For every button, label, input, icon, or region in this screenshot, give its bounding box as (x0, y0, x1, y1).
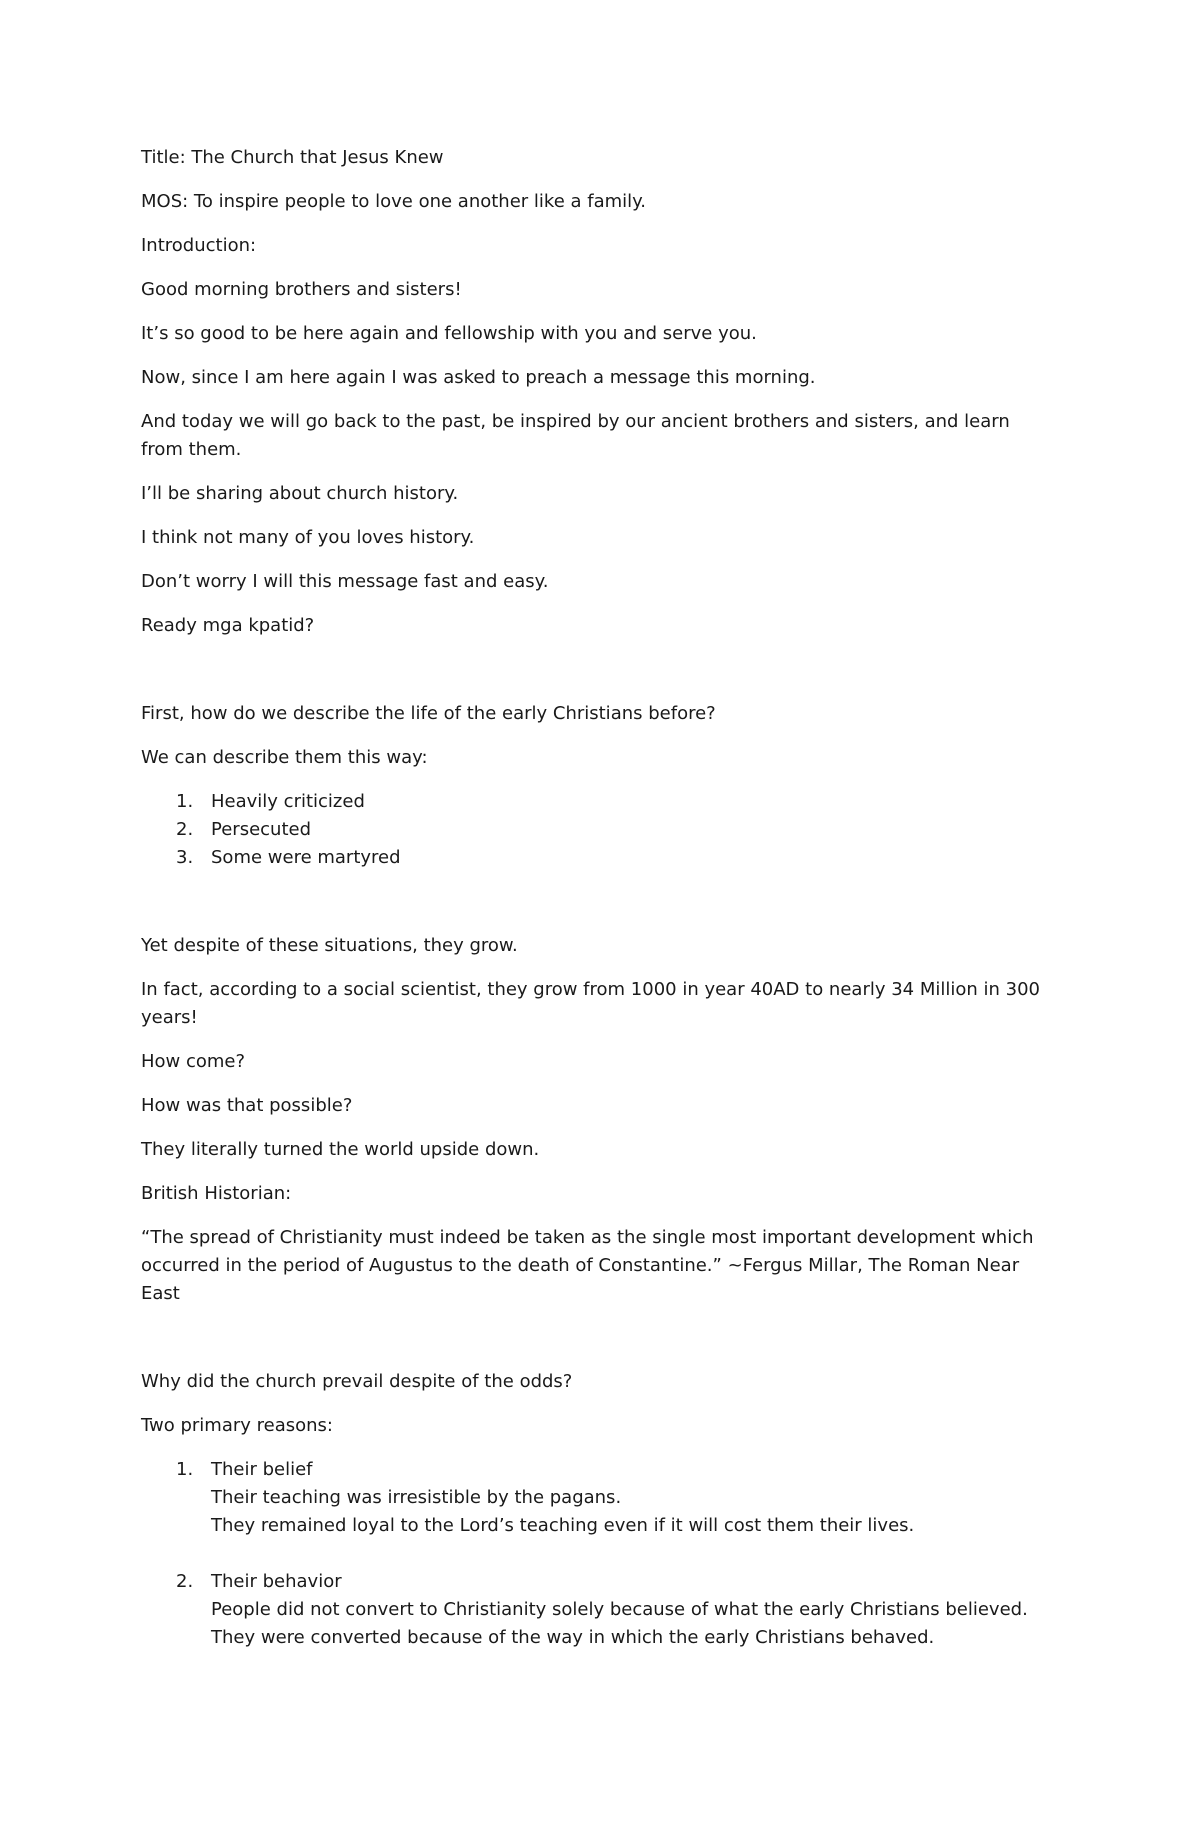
intro-paragraph: Good morning brothers and sisters! (141, 279, 462, 300)
section1-question: First, how do we describe the life of the early Christians before? (141, 703, 716, 724)
intro-paragraph: I think not many of you loves history. (141, 527, 475, 548)
list-item (141, 816, 1050, 844)
section2-paragraph: They literally turned the world upside down. (141, 1139, 540, 1160)
historian-quote: “The spread of Christianity must indeed be taken as the single most important development which occurred in the period of Augustus to the death of Constantine.” ~Fergus Millar, The Roman Near East (141, 1227, 1034, 1304)
section2-paragraph: Yet despite of these situations, they grow. (141, 935, 518, 956)
list-number: 1. (176, 1459, 194, 1480)
list-item (141, 1456, 1050, 1540)
list-item (141, 788, 1050, 816)
reason-line: People did not convert to Christianity solely because of what the early Christians believed. (211, 1599, 1028, 1620)
section1-lead: We can describe them this way: (141, 747, 428, 768)
reason-line: They were converted because of the way in which the early Christians behaved. (211, 1627, 935, 1648)
reason-title: Their belief (211, 1459, 313, 1480)
blank-line (141, 888, 1050, 932)
section3-lead: Two primary reasons: (141, 1415, 333, 1436)
reason-line: Their teaching was irresistible by the pagans. (211, 1487, 622, 1508)
section2-paragraph: How was that possible? (141, 1095, 353, 1116)
list-number: 3. (176, 847, 194, 868)
blank-line (141, 656, 1050, 700)
list-item-text: Some were martyred (211, 847, 401, 868)
section3-question: Why did the church prevail despite of the odds? (141, 1371, 573, 1392)
intro-paragraph: I’ll be sharing about church history. (141, 483, 459, 504)
list-number: 2. (176, 1571, 194, 1592)
title-line: Title: The Church that Jesus Knew (141, 147, 444, 168)
list-item-text: Heavily criticized (211, 791, 365, 812)
intro-paragraph: Now, since I am here again I was asked to preach a message this morning. (141, 367, 816, 388)
reason-title: Their behavior (211, 1571, 342, 1592)
reason-line: They remained loyal to the Lord’s teaching even if it will cost them their lives. (211, 1515, 915, 1536)
section2-paragraph: How come? (141, 1051, 246, 1072)
reasons-list (141, 1456, 1050, 1652)
blank-line (141, 1324, 1050, 1368)
list-number: 1. (176, 791, 194, 812)
intro-paragraph: It’s so good to be here again and fellowship with you and serve you. (141, 323, 757, 344)
mos-line: MOS: To inspire people to love one another like a family. (141, 191, 646, 212)
intro-paragraph: Don’t worry I will this message fast and easy. (141, 571, 549, 592)
section2-paragraph: In fact, according to a social scientist, they grow from 1000 in year 40AD to nearly 34 Million in 300 years! (141, 979, 1041, 1028)
intro-paragraph: Ready mga kpatid? (141, 615, 315, 636)
intro-paragraph: And today we will go back to the past, be inspired by our ancient brothers and sisters, and learn from them. (141, 411, 1010, 460)
list-item-text: Persecuted (211, 819, 312, 840)
section2-paragraph: British Historian: (141, 1183, 292, 1204)
list-number: 2. (176, 819, 194, 840)
introduction-heading: Introduction: (141, 235, 257, 256)
list-item (141, 844, 1050, 872)
list-item (141, 1568, 1050, 1652)
description-list (141, 788, 1050, 872)
